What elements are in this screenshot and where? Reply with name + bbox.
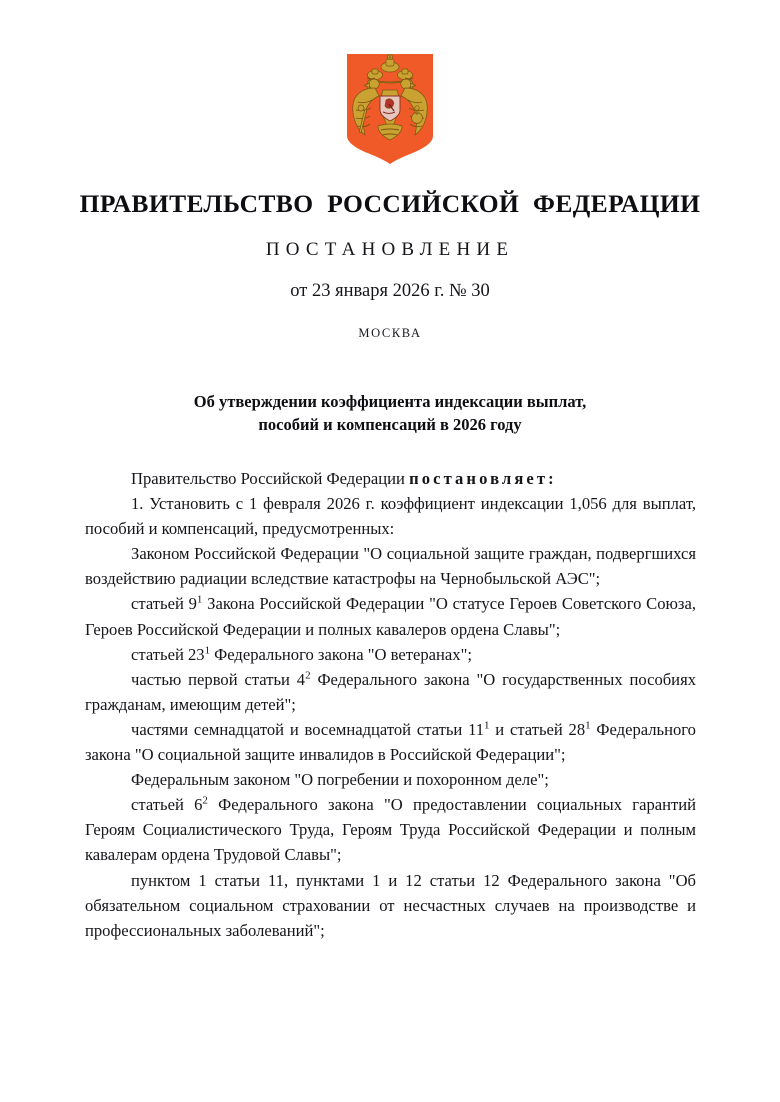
disabled-superscript-1: 1	[484, 719, 490, 732]
heroes-post: Закона Российской Федерации "О статусе Героев Советского Союза, Героев Российской Федерации и полных кавалеров ордена Славы";	[85, 594, 697, 639]
labor-superscript: 2	[202, 794, 208, 807]
paragraph-item-veterans	[85, 642, 696, 667]
page-title	[120, 390, 660, 437]
intro-prefix: Правительство Российской Федерации	[131, 469, 410, 488]
document-type: ПОСТАНОВЛЕНИЕ	[265, 239, 515, 261]
coat-of-arms-icon	[345, 52, 435, 164]
document-body	[85, 466, 696, 943]
document-date-number: от 23 января 2026 г. № 30	[290, 280, 490, 301]
emblem-container	[0, 52, 780, 164]
disabled-pre: частями семнадцатой и восемнадцатой статьи 11	[131, 719, 485, 739]
disabled-superscript-2: 1	[585, 719, 591, 732]
paragraph-item-insurance: пунктом 1 статьи 11, пунктами 1 и 12 статьи 12 Федерального закона "Об обязательном социальном страховании от несчастных случаев на производстве и профессиональных заболеваний";	[85, 870, 696, 940]
paragraph-item-labor	[85, 792, 696, 867]
intro-emphasis: постановляет:	[409, 469, 557, 488]
government-title: ПРАВИТЕЛЬСТВО РОССИЙСКОЙ ФЕДЕРАЦИИ	[79, 189, 701, 218]
page-title-line-1: Об утверждении коэффициента индексации выплат,	[193, 392, 587, 411]
paragraph-item-burial: Федеральным законом "О погребении и похоронном деле";	[131, 770, 549, 790]
labor-post: Федерального закона "О предоставлении социальных гарантий Героям Социалистического Труда, Героям Труда Российской Федерации и полным кавалерам ордена Трудовой Славы";	[85, 795, 697, 865]
paragraph-intro	[85, 466, 696, 491]
page-title-line-2: пособий и компенсаций в 2026 году	[258, 415, 522, 435]
paragraph-item-heroes	[85, 591, 696, 641]
disabled-mid: и статьей 28	[489, 719, 586, 739]
veterans-superscript: 1	[204, 644, 211, 657]
children-post: Федерального закона "О государственных пособиях гражданам, имеющим детей";	[85, 669, 696, 714]
paragraph-clause-1: 1. Установить с 1 февраля 2026 г. коэффициент индексации 1,056 для выплат, пособий и компенсаций, предусмотренных:	[85, 494, 696, 539]
children-pre: частью первой статьи 4	[131, 669, 306, 689]
document-city: МОСКВА	[358, 326, 422, 341]
paragraph-item-disabled	[85, 717, 696, 767]
heroes-pre: статьей 9	[131, 594, 197, 614]
paragraph-item-children	[85, 667, 696, 717]
veterans-post: Федерального закона "О ветеранах";	[210, 644, 472, 664]
children-superscript: 2	[305, 669, 311, 682]
labor-pre: статьей 6	[131, 795, 203, 815]
document-header	[0, 190, 780, 341]
veterans-pre: статьей 23	[131, 644, 205, 664]
disabled-post: Федерального закона "О социальной защите инвалидов в Российской Федерации";	[85, 719, 696, 765]
paragraph-item-chernobyl: Законом Российской Федерации "О социальной защите граждан, подвергшихся воздействию радиации вследствие катастрофы на Чернобыльской АЭС";	[85, 544, 696, 589]
heroes-superscript: 1	[196, 594, 203, 607]
